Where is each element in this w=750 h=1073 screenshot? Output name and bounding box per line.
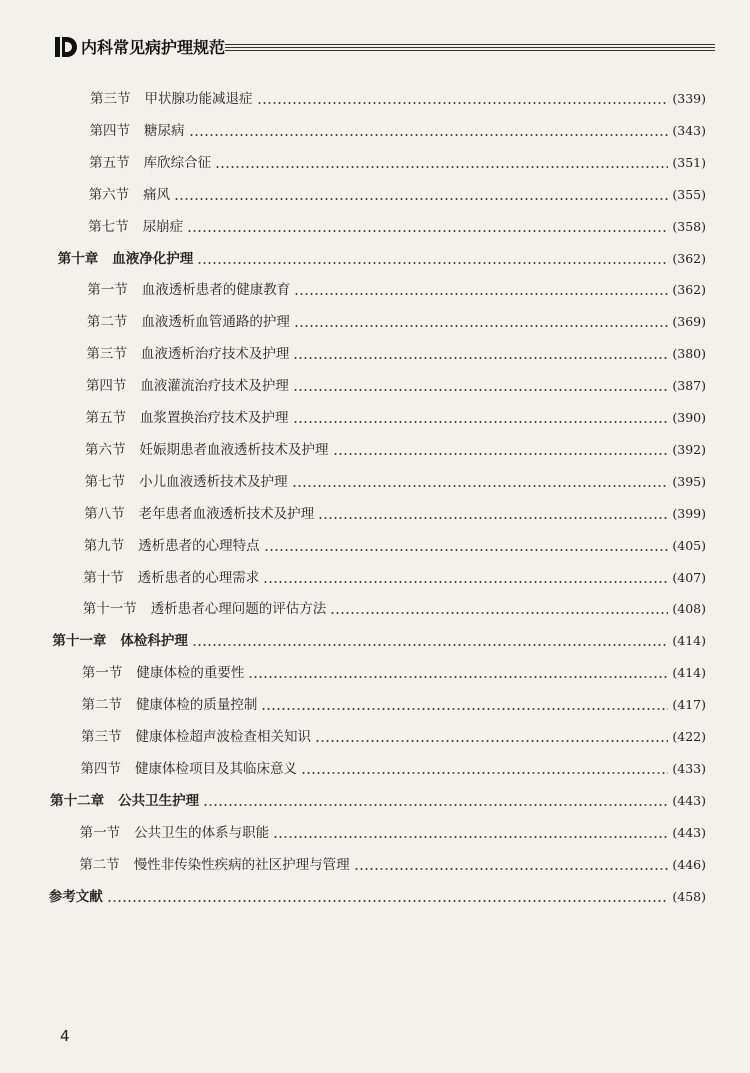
toc-entry-page: (362): [672, 282, 706, 298]
toc-entry-title: 血液透析血管通路的护理: [141, 314, 290, 331]
toc-entry-page: (414): [672, 665, 706, 681]
toc-entry-number: 第十节: [83, 569, 124, 586]
dot-leader: [293, 421, 669, 423]
dot-leader: [192, 644, 669, 646]
dot-leader: [263, 581, 668, 583]
toc-entry-number: 第三节: [90, 91, 131, 107]
toc-section-entry: [83, 598, 706, 620]
toc-entry-title: 透析患者心理问题的评估方法: [150, 601, 327, 618]
toc-entry-title: 透析患者的心理需求: [137, 569, 260, 586]
toc-entry-page: (458): [672, 888, 706, 904]
book-d-icon: [55, 37, 77, 57]
toc-entry-page: (380): [672, 346, 706, 362]
toc-section-entry: [89, 184, 706, 206]
running-header: [55, 30, 715, 66]
toc-entry-number: 第十章: [57, 250, 99, 267]
toc-entry-number: 第一节: [81, 665, 123, 682]
dot-leader: [318, 517, 668, 519]
toc-entry-title: 血液灌流治疗技术及护理: [140, 378, 289, 395]
toc-entry-number: 第八节: [84, 505, 125, 522]
toc-entry-title: 妊娠期患者血液透析技术及护理: [139, 441, 329, 458]
toc-entry-page: (362): [672, 250, 706, 266]
toc-entry-number: 第四节: [85, 378, 127, 395]
toc-entry-title: 糖尿病: [144, 122, 185, 139]
dot-leader: [273, 836, 668, 838]
toc-chapter-entry: [52, 630, 706, 652]
toc-entry-title: 健康体检的重要性: [136, 665, 245, 682]
toc-entry-number: 第四节: [89, 122, 131, 139]
toc-entry-number: 第二节: [81, 697, 122, 714]
dot-leader: [293, 389, 668, 391]
toc-entry-page: (355): [672, 186, 706, 202]
toc-entry-title: 血液净化护理: [112, 250, 194, 267]
toc-section-entry: [86, 375, 706, 397]
toc-entry-number: 第十二章: [50, 792, 105, 809]
toc-entry-number: 第五节: [85, 410, 126, 426]
dot-leader: [301, 772, 668, 774]
toc-entry-number: 第一节: [87, 282, 128, 299]
toc-entry-number: 第七节: [88, 218, 129, 235]
toc-entry-number: 第十一章: [52, 633, 107, 650]
toc-entry-page: (417): [672, 697, 706, 713]
toc-section-entry: [83, 567, 706, 589]
toc-entry-number: 第三节: [86, 346, 127, 363]
dot-leader: [292, 485, 669, 487]
dot-leader: [261, 708, 668, 710]
toc-entry-page: (446): [672, 856, 706, 872]
dot-leader: [333, 453, 669, 455]
toc-section-entry: [88, 216, 706, 238]
dot-leader: [215, 166, 668, 168]
toc-section-entry: [79, 854, 706, 876]
toc-entry-page: (339): [672, 91, 706, 106]
toc-entry-page: (392): [672, 441, 706, 457]
toc-entry-page: (358): [672, 218, 706, 234]
toc-entry-page: (399): [672, 505, 706, 521]
toc-entry-title: 老年患者血液透析技术及护理: [138, 505, 315, 522]
toc-entry-title: 甲状腺功能减退症: [144, 91, 253, 107]
dot-leader: [203, 804, 668, 806]
toc-section-entry: [80, 822, 706, 844]
dot-leader: [354, 868, 669, 870]
toc-entry-number: 第四节: [80, 760, 122, 777]
toc-section-entry: [85, 439, 706, 461]
toc-entry-title: 血液透析治疗技术及护理: [140, 346, 290, 363]
toc-section-entry: [86, 407, 707, 429]
toc-entry-number: 第十一节: [82, 601, 137, 618]
header-rule: [225, 44, 715, 53]
dot-leader: [174, 198, 668, 200]
toc-section-entry: [84, 535, 706, 557]
toc-entry-page: (369): [672, 314, 706, 330]
toc-entry-title: 血浆置换治疗技术及护理: [140, 410, 289, 426]
dot-leader: [330, 612, 668, 614]
dot-leader: [107, 900, 669, 902]
toc-entry-title: 透析患者的心理特点: [138, 537, 260, 554]
toc-entry-page: (343): [672, 122, 706, 138]
toc-entry-page: (443): [672, 824, 706, 840]
dot-leader: [187, 230, 668, 232]
toc-section-entry: [87, 279, 706, 301]
toc-entry-number: 第二节: [79, 856, 120, 873]
toc-entry-page: (351): [672, 154, 706, 170]
dot-leader: [294, 325, 669, 327]
dot-leader: [264, 549, 669, 551]
toc-section-entry: [81, 694, 706, 716]
toc-entry-number: 第七节: [84, 473, 126, 490]
toc-entry-title: 健康体检的质量控制: [135, 697, 258, 714]
toc-section-entry: [82, 662, 706, 684]
toc-entry-title: 公共卫生的体系与职能: [134, 824, 270, 841]
toc-entry-page: (395): [672, 473, 706, 489]
toc-entry-title: 公共卫生护理: [118, 792, 200, 809]
toc-entry-title: 痛风: [143, 186, 171, 203]
toc-entry-number: 第六节: [88, 186, 130, 203]
toc-entry-number: 参考文献: [48, 888, 103, 905]
dot-leader: [248, 676, 668, 678]
toc-entry-page: (414): [672, 633, 706, 649]
toc-entry-page: (408): [672, 601, 706, 617]
toc-entry-title: 健康体检超声波检查相关知识: [135, 729, 311, 745]
toc-section-entry: [86, 343, 706, 365]
page-number: 4: [60, 1027, 70, 1045]
toc-section-entry: [89, 152, 706, 174]
toc-entry-title: 尿崩症: [142, 218, 184, 235]
toc-entry-page: (390): [672, 410, 706, 425]
toc-entry-title: 小儿血液透析技术及护理: [139, 473, 288, 490]
toc-chapter-entry: [49, 886, 706, 908]
toc-entry-number: 第二节: [86, 314, 128, 331]
toc-entry-title: 慢性非传染性疾病的社区护理与管理: [133, 856, 350, 873]
toc-entry-page: (387): [672, 378, 706, 394]
toc-section-entry: [85, 471, 706, 493]
toc-entry-number: 第一节: [79, 824, 121, 841]
toc-entry-page: (443): [672, 792, 706, 808]
toc-entry-title: 体检科护理: [120, 633, 188, 650]
dot-leader: [294, 293, 668, 295]
toc-entry-number: 第三节: [81, 729, 122, 745]
toc-section-entry: [81, 726, 706, 748]
book-title: 内科常见病护理规范: [81, 38, 226, 57]
toc-entry-number: 第九节: [83, 537, 125, 554]
toc-chapter-entry: [58, 248, 706, 270]
toc-entry-title: 血液透析患者的健康教育: [141, 282, 291, 299]
toc-entry-page: (407): [672, 569, 706, 585]
toc-section-entry: [90, 120, 706, 142]
toc-entry-page: (422): [672, 729, 706, 744]
toc-entry-page: (433): [672, 760, 706, 776]
toc-entry-title: 库欣综合征: [143, 154, 212, 171]
toc-entry-title: 健康体检项目及其临床意义: [135, 760, 298, 777]
dot-leader: [257, 102, 669, 104]
dot-leader: [189, 134, 669, 136]
dot-leader: [293, 357, 668, 359]
toc-chapter-entry: [50, 790, 706, 812]
toc-entry-number: 第六节: [85, 441, 126, 458]
toc-section-entry: [81, 758, 706, 780]
toc-section-entry: [84, 503, 706, 525]
dot-leader: [315, 740, 668, 742]
toc-section-entry: [90, 88, 706, 110]
toc-entry-page: (405): [672, 537, 706, 553]
dot-leader: [197, 262, 668, 264]
toc-entry-number: 第五节: [89, 154, 130, 171]
toc-section-entry: [87, 311, 706, 333]
